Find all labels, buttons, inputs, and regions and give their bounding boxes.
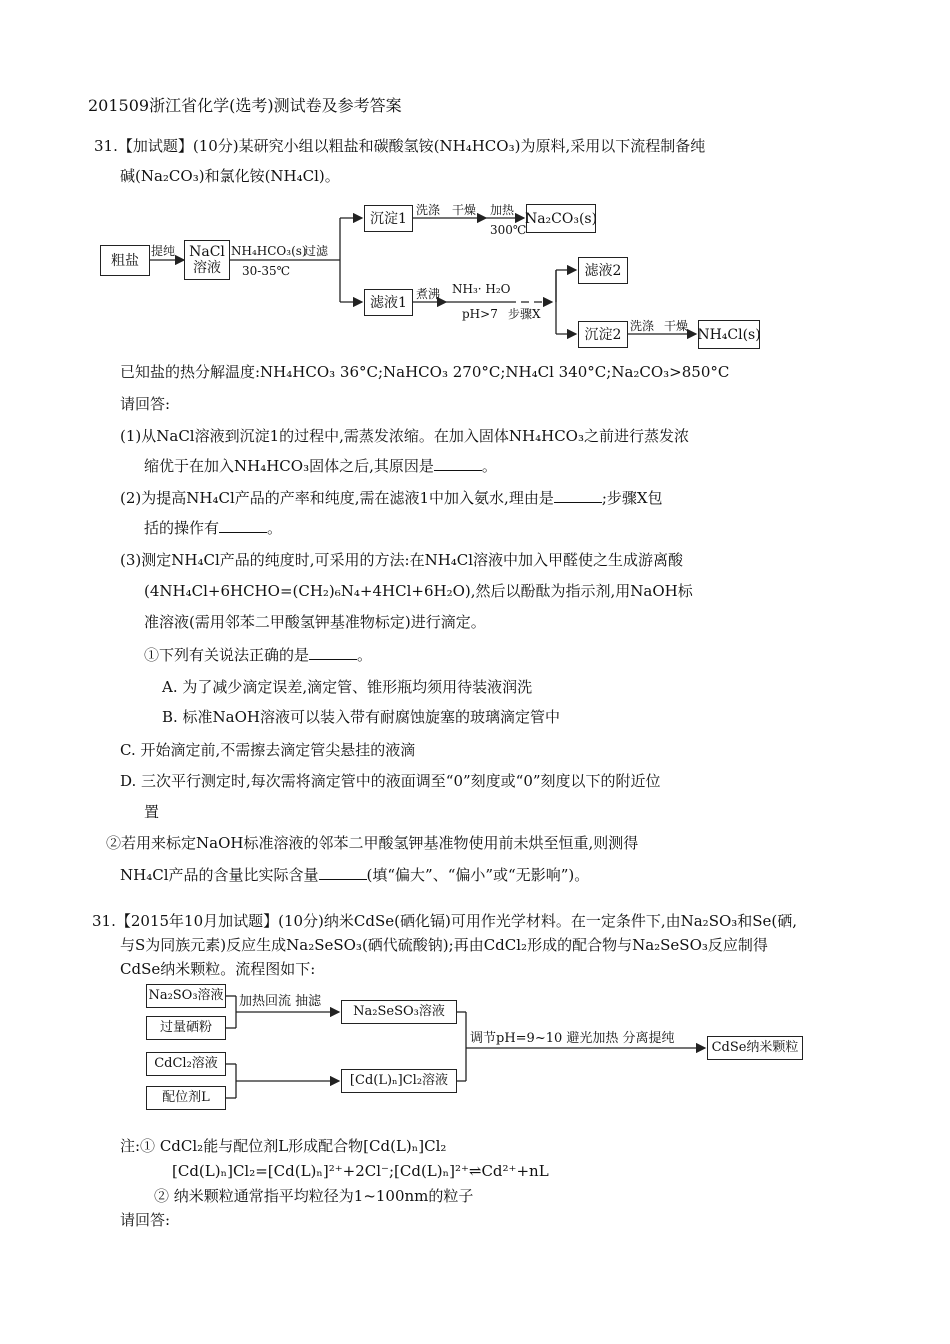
part3-line2: (4NH₄Cl+6HCHO=(CH₂)₆N₄+4HCl+6H₂O),然后以酚酞为指示剂,用NaOH标 [144, 582, 693, 600]
sub2-line2 [120, 865, 589, 885]
option-d-line1: D. 三次平行测定时,每次需将滴定管中的液面调至“0”刻度或“0”刻度以下的附近位 [120, 772, 661, 790]
wash2-label: 洗涤 [630, 319, 655, 333]
cd-complex-box: [Cd(L)ₙ]Cl₂溶液 [341, 1069, 457, 1093]
part1-line2-text: 缩优于在加入NH₄HCO₃固体之后,其原因是 [144, 457, 434, 475]
ligand-box: 配位剂L [146, 1086, 226, 1110]
q2-intro-line3: CdSe纳米颗粒。流程图如下: [120, 960, 316, 978]
nacl-solution-line2: 溶液 [193, 260, 221, 276]
document-title: 201509浙江省化学(选考)测试卷及参考答案 [88, 96, 402, 115]
note2: [Cd(L)ₙ]Cl₂=[Cd(L)ₙ]²⁺+2Cl⁻;[Cd(L)ₙ]²⁺⇌Cd²⁺+nL [172, 1162, 549, 1180]
purify-label: 提纯 [151, 244, 176, 258]
dry2-label: 干燥 [664, 319, 689, 333]
part2-answer-blank2 [219, 518, 267, 533]
cdse-product-box: CdSe纳米颗粒 [707, 1036, 803, 1060]
ammonia-label: NH₃· H₂O [452, 282, 511, 296]
q1-intro-line2: 碱(Na₂CO₃)和氯化铵(NH₄Cl)。 [120, 167, 340, 185]
part2-line2-text: 括的操作有 [144, 519, 220, 537]
heat-temperature-label: 300℃ [490, 223, 527, 237]
part1-answer-blank [434, 456, 482, 471]
crude-salt-box: 粗盐 [100, 245, 150, 276]
precipitate2-box: 沉淀2 [578, 321, 628, 348]
option-d-line2: 置 [144, 803, 160, 821]
part1-line1: (1)从NaCl溶液到沉淀1的过程中,需蒸发浓缩。在加入固体NH₄HCO₃之前进行蒸发浓 [120, 427, 689, 445]
q2-intro-line2: 与S为同族元素)反应生成Na₂SeSO₃(硒代硫酸钠);再由CdCl₂形成的配合物与Na₂SeSO₃反应制得 [120, 936, 768, 954]
sub2-end: (填“偏大”、“偏小”或“无影响”)。 [366, 866, 590, 884]
part2-line1 [120, 488, 663, 508]
reflux-label: 加热回流 抽滤 [239, 994, 322, 1009]
part3-line3: 准溶液(需用邻苯二甲酸氢钾基准物标定)进行滴定。 [144, 613, 486, 631]
na2so3-box: Na₂SO₃溶液 [146, 984, 226, 1008]
q2-intro-line1: 31.【2015年10月加试题】(10分)纳米CdSe(硒化镉)可用作光学材料。在一定条件下,由Na₂SO₃和Se(硒, [92, 912, 798, 930]
part1-line2 [144, 456, 497, 476]
temperature-label: 30-35℃ [242, 264, 291, 278]
sub2-answer-blank [319, 865, 367, 880]
filtrate2-box: 滤液2 [578, 257, 628, 284]
part2-line1-end: ;步骤X包 [601, 489, 663, 507]
dry-label: 干燥 [452, 203, 477, 217]
note1: 注:① CdCl₂能与配位剂L形成配合物[Cd(L)ₙ]Cl₂ [120, 1137, 447, 1155]
ph-label: pH>7 [462, 307, 498, 321]
sub2-text: NH₄Cl产品的含量比实际含量 [120, 866, 319, 884]
adjust-ph-label: 调节pH=9~10 避光加热 分离提纯 [470, 1031, 675, 1046]
boil-label: 煮沸 [416, 287, 441, 301]
part2-line1-text: (2)为提高NH₄Cl产品的产率和纯度,需在滤液1中加入氨水,理由是 [120, 489, 554, 507]
q2-ask: 请回答: [120, 1211, 171, 1229]
selenium-powder-box: 过量硒粉 [146, 1016, 226, 1040]
option-c: C. 开始滴定前,不需擦去滴定管尖悬挂的液滴 [120, 741, 416, 759]
na2co3-product-box: Na₂CO₃(s) [526, 204, 596, 233]
na2seso3-box: Na₂SeSO₃溶液 [341, 1000, 457, 1024]
sub1-end: 。 [357, 646, 373, 664]
nacl-solution-box [184, 240, 230, 280]
q1-ask: 请回答: [120, 395, 171, 413]
note3: ② 纳米颗粒通常指平均粒径为1~100nm的粒子 [154, 1187, 474, 1205]
filter-label: 过滤 [304, 244, 329, 258]
part3-line1: (3)测定NH₄Cl产品的纯度时,可采用的方法:在NH₄Cl溶液中加入甲醛使之生成游离酸 [120, 551, 684, 569]
cdcl2-box: CdCl₂溶液 [146, 1052, 226, 1076]
nh4cl-product-box: NH₄Cl(s) [698, 320, 760, 349]
part2-line2-end: 。 [267, 519, 283, 537]
part1-line2-end: 。 [481, 457, 497, 475]
filtrate1-box: 滤液1 [364, 289, 413, 316]
heat-label: 加热 [490, 203, 515, 217]
step-x-label: 步骤X [508, 307, 541, 321]
nacl-solution-line1: NaCl [189, 244, 225, 260]
part2-answer-blank1 [554, 488, 602, 503]
option-b: B. 标准NaOH溶液可以装入带有耐腐蚀旋塞的玻璃滴定管中 [162, 708, 561, 726]
precipitate1-box: 沉淀1 [364, 205, 413, 232]
q1-intro-line1: 31.【加试题】(10分)某研究小组以粗盐和碳酸氢铵(NH₄HCO₃)为原料,采用以下流程制备纯 [94, 137, 706, 155]
sub1-question [144, 645, 372, 665]
wash-label: 洗涤 [416, 203, 441, 217]
known-decomposition: 已知盐的热分解温度:NH₄HCO₃ 36°C;NaHCO₃ 270°C;NH₄Cl 340°C;Na₂CO₃>850°C [120, 363, 730, 381]
sub1-answer-blank [309, 645, 357, 660]
sub1-text: ①下列有关说法正确的是 [144, 646, 310, 664]
part2-line2 [144, 518, 282, 538]
add-reagent-label: NH₄HCO₃(s) [231, 244, 307, 258]
sub2-line1: ②若用来标定NaOH标准溶液的邻苯二甲酸氢钾基准物使用前未烘至恒重,则测得 [106, 834, 639, 852]
option-a: A. 为了减少滴定误差,滴定管、锥形瓶均须用待装液润洗 [162, 678, 533, 696]
